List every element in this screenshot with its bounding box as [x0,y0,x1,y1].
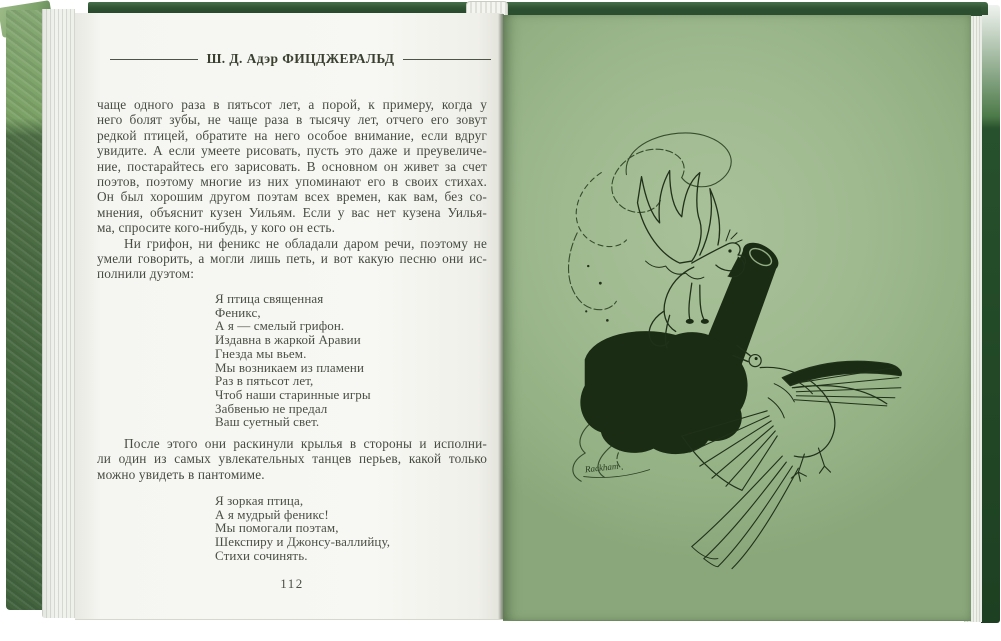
prose-block-2 [97,436,487,482]
book-cover-right-edge [981,5,1000,623]
page-number: 112 [280,576,304,591]
text-line: ли один из самых увлекательных танцев перьев, какой только [97,451,487,467]
poem-line: Чтоб наши старинные игры [215,386,371,402]
right-page [503,15,971,621]
header-rule-left [110,59,198,60]
poem-line: Ваш суетный свет. [215,414,320,430]
text-line: чаще одного раза в пятьсот лет, а порой, к примеру, когда у [97,97,487,112]
text-line: полнили дуэтом: [97,266,195,282]
text-line: увидите. А если умеете рисовать, пусть это даже и преувеличе- [97,143,487,159]
poem-duet-2 [215,494,475,563]
text-line: редкой птицей, обратите на него особое внимание, если вдруг [97,127,487,143]
poem-line: Забвенью не предал [215,400,328,416]
book-cover-left-edge [6,10,42,610]
page-edges-left [42,9,75,618]
poem-line: Раз в пятьсот лет, [215,373,314,389]
poem-line: Я зоркая птица, [215,493,304,508]
poem-line: Я птица священная [215,291,324,306]
text-line: мнения, объяснит кузен Уильям. Если у вас нет кузена Уилья- [97,204,487,220]
griffin-phoenix-illustration [541,113,923,578]
poem-line: Шекспиру и Джонсу-валлийцу, [215,534,391,550]
poem-line: Стихи сочинять. [215,547,308,563]
text-line: поэтов, поэтому многие из них упоминают его в своих стихах. [97,174,487,190]
prose-block-1 [97,97,487,282]
text-line: ма, спросите кого-нибудь, у кого он есть. [97,220,336,236]
header-rule-right [403,59,491,60]
text-line: Ни грифон, ни феникс не обладали даром речи, поэтому не [124,235,487,251]
poem-line: А я — смелый грифон. [215,318,345,334]
poem-line: Гнезда мы вьем. [215,345,307,361]
poem-duet [215,292,475,429]
author-header: Ш. Д. Адэр ФИЦДЖЕРАЛЬД [206,51,395,66]
text-line: можно увидеть в пантомиме. [97,466,265,482]
text-line: После этого они раскинули крылья в стороны и исполни- [124,436,487,451]
text-line: Он был хорошим другом поэтам всех времен, как вам, без со- [97,189,487,205]
poem-line: Издавна в жаркой Аравии [215,332,361,348]
poem-line: Феникс, [215,304,261,320]
artist-signature: Rackham [584,460,619,475]
poem-line: Мы возникаем из пламени [215,359,365,375]
text-line: умели говорить, а могли лишь петь, и вот какую песню они ис- [97,251,487,267]
poem-line: А я мудрый феникс! [215,506,329,522]
left-page [75,13,503,620]
poem-line: Мы помогали поэтам, [215,520,339,536]
text-line: него болят зубы, не чаще раза в тысячу лет, отчего его зовут [97,112,487,128]
running-header [110,51,491,67]
text-line: ние, постарайтесь его зарисовать. В основном он живет за счет [97,158,487,174]
